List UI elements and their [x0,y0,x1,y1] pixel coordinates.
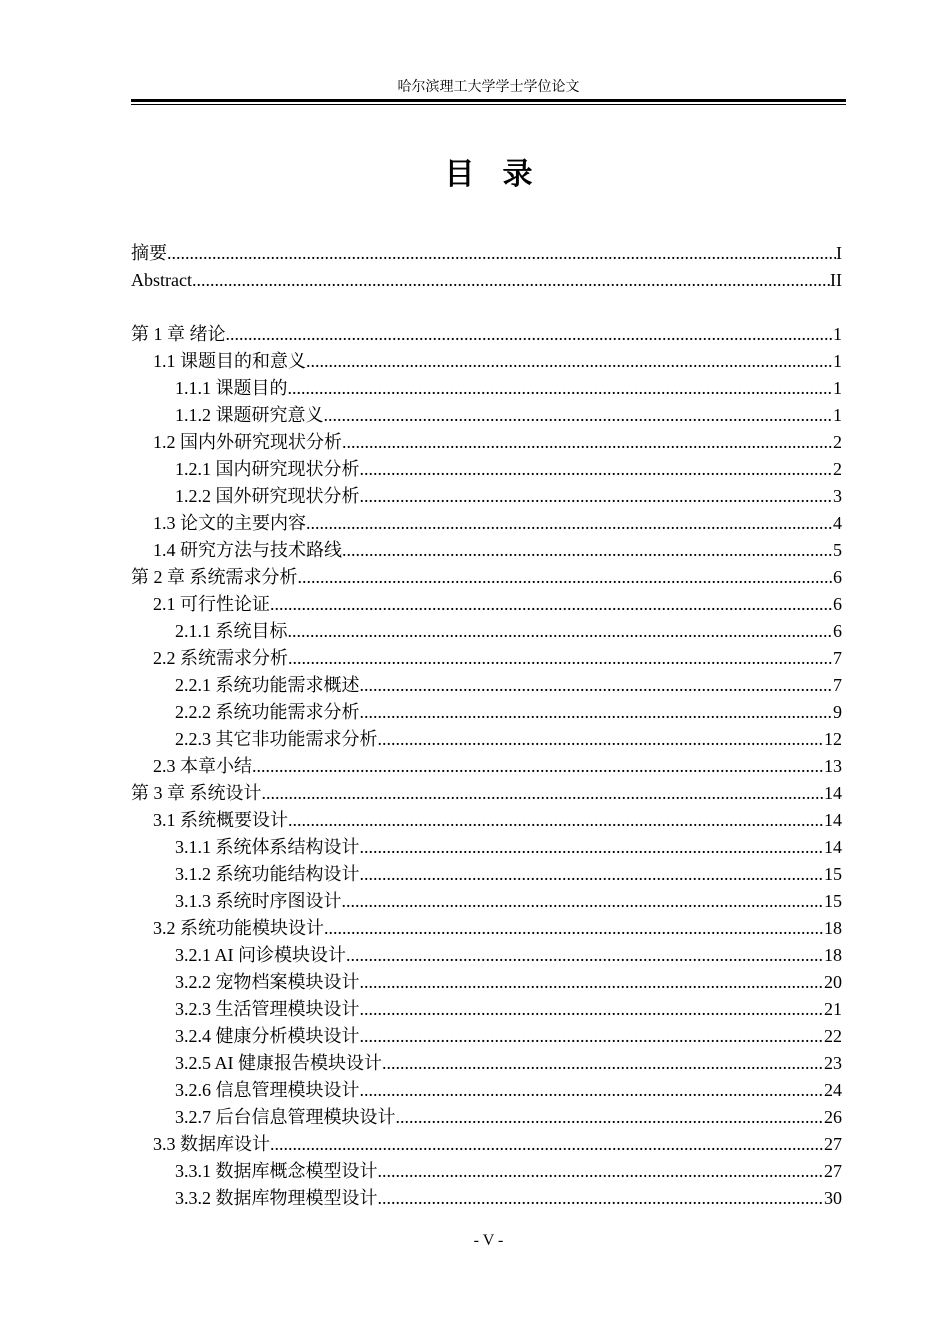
toc-dot-leader [360,1077,825,1104]
toc-dot-leader [360,1023,825,1050]
toc-entry-page: 1 [833,405,842,425]
toc-entry-page: 7 [833,675,842,695]
toc-entry[interactable] [131,564,842,591]
toc-entry-label: 3.2 系统功能模块设计 [153,918,324,938]
toc-dot-leader [396,1104,825,1131]
toc-dot-leader [306,348,833,375]
toc-dot-leader [270,1131,824,1158]
toc-entry[interactable] [131,1131,842,1158]
toc-entry-page: 5 [833,540,842,560]
toc-entry[interactable] [131,1050,842,1077]
toc-entry-label: 第 2 章 系统需求分析 [131,567,298,587]
toc-dot-leader [252,753,824,780]
toc-entry[interactable] [131,1185,842,1212]
toc-entry-label: 3.2.2 宠物档案模块设计 [175,972,360,992]
toc-entry[interactable] [131,807,842,834]
toc-entry-label: 2.1 可行性论证 [153,594,270,614]
toc-entry-label: 1.2 国内外研究现状分析 [153,432,342,452]
toc-dot-leader [360,483,834,510]
toc-entry[interactable] [131,510,842,537]
toc-entry-label: 2.2 系统需求分析 [153,648,288,668]
toc-entry-page: 12 [824,729,842,749]
toc-dot-leader [306,510,833,537]
toc-entry-page: 20 [824,972,842,992]
toc-dot-leader [167,240,836,267]
toc-entry-label: 3.2.5 AI 健康报告模块设计 [175,1053,382,1073]
toc-dot-leader [360,996,825,1023]
toc-entry-label: 1.3 论文的主要内容 [153,513,306,533]
toc-entry-page: 27 [824,1161,842,1181]
toc-dot-leader [378,1185,825,1212]
toc-entry-label: 摘要 [131,243,167,263]
toc-entry[interactable] [131,1023,842,1050]
toc-dot-leader [342,537,833,564]
header-rule-thick [131,99,846,102]
toc-entry-label: 3.1 系统概要设计 [153,810,288,830]
toc-entry-label: 1.4 研究方法与技术路线 [153,540,342,560]
page-title: 目录 [444,157,561,192]
toc-entry-page: 24 [824,1080,842,1100]
toc-entry[interactable] [131,645,842,672]
toc-entry-page: 27 [824,1134,842,1154]
toc-dot-leader [382,1050,824,1077]
toc-entry-label: 3.2.3 生活管理模块设计 [175,999,360,1019]
toc-entry[interactable] [131,1077,842,1104]
toc-entry[interactable] [131,618,842,645]
toc-entry[interactable] [131,1104,842,1131]
toc-entry-page: 26 [824,1107,842,1127]
toc-dot-leader [288,807,824,834]
toc-entry-page: 1 [833,378,842,398]
toc-dot-leader [360,456,834,483]
toc-entry-label: 3.3 数据库设计 [153,1134,270,1154]
toc-dot-leader [288,375,834,402]
toc-entry-label: 1.1 课题目的和意义 [153,351,306,371]
toc-entry[interactable] [131,753,842,780]
toc-entry-page: 18 [824,918,842,938]
toc-entry[interactable] [131,942,842,969]
toc-entry-page: 14 [824,837,842,857]
toc-entry[interactable] [131,375,842,402]
toc-entry[interactable] [131,780,842,807]
toc-entry-page: 4 [833,513,842,533]
toc-dot-leader [324,402,834,429]
toc-dot-leader [346,942,824,969]
toc-entry-label: 2.1.1 系统目标 [175,621,288,641]
toc-entry-page: 14 [824,810,842,830]
toc-spacer [131,294,842,321]
toc-entry[interactable] [131,672,842,699]
toc-dot-leader [378,1158,825,1185]
toc-entry[interactable] [131,240,842,267]
toc-entry-page: 6 [833,621,842,641]
toc-entry[interactable] [131,834,842,861]
toc-entry-label: 3.2.4 健康分析模块设计 [175,1026,360,1046]
toc-entry-page: 15 [824,864,842,884]
toc-entry-label: 2.2.2 系统功能需求分析 [175,702,360,722]
toc-entry[interactable] [131,402,842,429]
toc-entry-page: 6 [833,594,842,614]
toc-entry[interactable] [131,537,842,564]
toc-dot-leader [378,726,825,753]
toc-entry-label: 1.1.2 课题研究意义 [175,405,324,425]
toc-entry-label: 3.1.1 系统体系结构设计 [175,837,360,857]
toc-entry[interactable] [131,483,842,510]
toc-entry[interactable] [131,321,842,348]
toc-dot-leader [360,672,834,699]
toc-dot-leader [226,321,834,348]
toc-entry[interactable] [131,1158,842,1185]
toc-dot-leader [360,861,825,888]
toc-entry-label: 3.2.7 后台信息管理模块设计 [175,1107,396,1127]
toc-entry-page: 15 [824,891,842,911]
page-number: - V - [473,1232,504,1249]
toc-entry-label: 第 1 章 绪论 [131,324,226,344]
toc-entry-label: 2.2.1 系统功能需求概述 [175,675,360,695]
toc-entry-page: 1 [833,324,842,344]
toc-entry-label: 第 3 章 系统设计 [131,783,262,803]
toc-entry[interactable] [131,888,842,915]
toc-dot-leader [324,915,824,942]
toc-entry-label: 3.3.1 数据库概念模型设计 [175,1161,378,1181]
toc-entry[interactable] [131,456,842,483]
toc-entry[interactable] [131,861,842,888]
toc-entry-label: 1.2.2 国外研究现状分析 [175,486,360,506]
toc-entry[interactable] [131,699,842,726]
toc-entry-page: 3 [833,486,842,506]
toc-entry-label: 3.1.3 系统时序图设计 [175,891,342,911]
toc-entry-page: 30 [824,1188,842,1208]
toc-dot-leader [262,780,825,807]
toc-entry-page: 2 [833,459,842,479]
toc-dot-leader [342,888,825,915]
toc-entry-label: 3.3.2 数据库物理模型设计 [175,1188,378,1208]
toc-entry-page: 2 [833,432,842,452]
toc-entry-page: I [836,243,842,263]
toc-entry-label: 2.3 本章小结 [153,756,252,776]
toc-dot-leader [298,564,834,591]
toc-entry-label: 1.1.1 课题目的 [175,378,288,398]
toc-entry-label: Abstract [131,270,192,290]
toc-entry-page: 18 [824,945,842,965]
toc-entry-page: 1 [833,351,842,371]
toc-dot-leader [360,969,825,996]
toc-dot-leader [360,834,825,861]
toc-entry-label: 3.2.1 AI 问诊模块设计 [175,945,346,965]
running-header: 哈尔滨理工大学学士学位论文 [397,79,580,95]
toc-entry[interactable] [131,915,842,942]
toc-entry-page: 13 [824,756,842,776]
toc-entry-page: 7 [833,648,842,668]
toc-entry-label: 1.2.1 国内研究现状分析 [175,459,360,479]
header-rule-thin [131,104,846,105]
toc-entry-page: 9 [833,702,842,722]
toc-entry-page: 14 [824,783,842,803]
toc-dot-leader [192,267,830,294]
toc-entry[interactable] [131,429,842,456]
toc-entry[interactable] [131,969,842,996]
toc-dot-leader [288,618,834,645]
toc-entry-label: 3.1.2 系统功能结构设计 [175,864,360,884]
toc-dot-leader [270,591,833,618]
toc-entry[interactable] [131,726,842,753]
toc-entry-page: 6 [833,567,842,587]
toc-entry-page: II [830,270,842,290]
toc-entry[interactable] [131,591,842,618]
toc-entry-label: 2.2.3 其它非功能需求分析 [175,729,378,749]
toc-entry-page: 22 [824,1026,842,1046]
toc-dot-leader [288,645,833,672]
toc-entry-label: 3.2.6 信息管理模块设计 [175,1080,360,1100]
toc-dot-leader [360,699,834,726]
toc-entry-page: 23 [824,1053,842,1073]
toc-entry[interactable] [131,996,842,1023]
toc-entry-page: 21 [824,999,842,1019]
table-of-contents [131,240,842,1212]
toc-entry[interactable] [131,348,842,375]
toc-entry[interactable] [131,267,842,294]
toc-dot-leader [342,429,833,456]
